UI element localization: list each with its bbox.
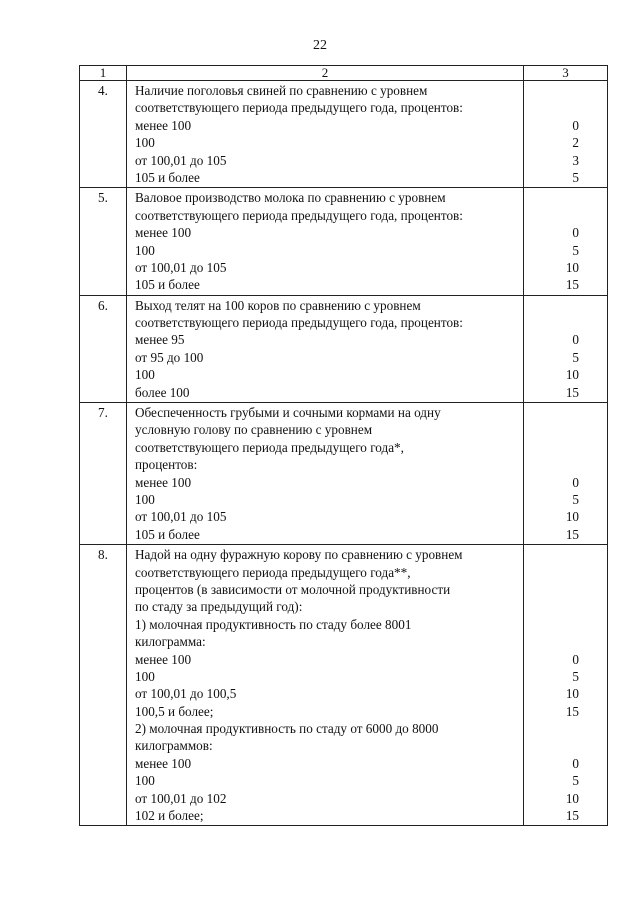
points-value: 5 <box>572 773 579 789</box>
points-value <box>524 546 579 563</box>
points-value <box>524 720 579 737</box>
indicator-line: килограммов: <box>135 738 213 754</box>
indicator-line: соответствующего периода предыдущего года, процентов: <box>135 315 463 331</box>
indicator-line: менее 95 <box>135 332 185 348</box>
points-value: 5 <box>572 169 579 185</box>
indicator-line: 100 <box>135 668 155 684</box>
points-value <box>524 297 579 314</box>
row-number: 6. <box>80 295 127 402</box>
table-row <box>80 295 608 402</box>
points-value: 10 <box>565 509 579 525</box>
column-header-number: 1 <box>80 66 127 81</box>
indicator-line: Надой на одну фуражную корову по сравнению с уровнем <box>135 547 463 563</box>
indicator-line: соответствующего периода предыдущего года, процентов: <box>135 100 463 116</box>
points-value: 10 <box>565 367 579 383</box>
indicator-line: от 100,01 до 100,5 <box>135 686 237 702</box>
table-row <box>80 81 608 188</box>
indicator-description <box>127 81 524 188</box>
indicator-line: Наличие поголовья свиней по сравнению с уровнем <box>135 83 428 98</box>
indicator-line: 105 и более <box>135 277 200 293</box>
indicator-line: менее 100 <box>135 474 192 490</box>
points-column <box>524 295 608 402</box>
points-value <box>524 616 579 633</box>
criteria-table <box>79 65 608 826</box>
indicator-line: 100 <box>135 773 155 789</box>
table-row <box>80 545 608 826</box>
indicator-line: от 100,01 до 105 <box>135 509 227 525</box>
points-value <box>524 189 579 206</box>
points-value: 5 <box>572 491 579 507</box>
indicator-line: от 100,01 до 105 <box>135 152 227 168</box>
indicator-line: от 100,01 до 102 <box>135 790 227 806</box>
points-value: 2 <box>572 135 579 151</box>
indicator-line: 100 <box>135 135 155 151</box>
points-value: 5 <box>572 668 579 684</box>
table-row <box>80 188 608 295</box>
indicator-line: процентов (в зависимости от молочной продуктивности <box>135 581 451 597</box>
points-value: 15 <box>565 703 579 719</box>
page-number: 22 <box>313 38 327 53</box>
indicator-line: Валовое производство молока по сравнению с уровнем <box>135 190 446 206</box>
indicator-line: 2) молочная продуктивность по стаду от 6000 до 8000 <box>135 721 439 737</box>
indicator-line: соответствующего периода предыдущего года**, <box>135 564 411 580</box>
points-column <box>524 545 608 826</box>
indicator-line: 1) молочная продуктивность по стаду более 8001 <box>135 616 412 632</box>
indicator-line: 100,5 и более; <box>135 703 214 719</box>
indicator-line: условную голову по сравнению с уровнем <box>135 422 373 438</box>
points-value: 0 <box>572 651 579 667</box>
indicator-description <box>127 188 524 295</box>
indicator-line: от 100,01 до 105 <box>135 259 227 275</box>
points-value: 10 <box>565 686 579 702</box>
points-value: 15 <box>565 526 579 542</box>
points-column <box>524 188 608 295</box>
indicator-description <box>127 295 524 402</box>
indicator-line: менее 100 <box>135 755 192 771</box>
indicator-line: менее 100 <box>135 651 192 667</box>
points-column <box>524 81 608 188</box>
points-value <box>524 564 579 581</box>
points-value: 0 <box>572 332 579 348</box>
points-value: 5 <box>572 349 579 365</box>
points-value <box>524 99 579 116</box>
points-value <box>524 404 579 421</box>
indicator-line: 100 <box>135 367 155 383</box>
points-value <box>524 421 579 438</box>
indicator-line: Обеспеченность грубыми и сочными кормами на одну <box>135 405 441 421</box>
indicator-description <box>127 545 524 826</box>
points-value <box>524 633 579 650</box>
indicator-line: соответствующего периода предыдущего года, процентов: <box>135 207 463 223</box>
row-number: 4. <box>80 81 127 188</box>
row-number: 7. <box>80 403 127 545</box>
indicator-line: 105 и более <box>135 526 200 542</box>
points-value <box>524 737 579 754</box>
table-header-row <box>80 66 608 81</box>
row-number: 8. <box>80 545 127 826</box>
points-value <box>524 439 579 456</box>
points-value <box>524 82 579 99</box>
points-value <box>524 456 579 473</box>
indicator-line: процентов: <box>135 457 198 473</box>
points-value: 0 <box>572 117 579 133</box>
indicator-line: 100 <box>135 491 155 507</box>
indicator-line: 105 и более <box>135 169 200 185</box>
row-number: 5. <box>80 188 127 295</box>
indicator-description <box>127 403 524 545</box>
points-value <box>524 207 579 224</box>
indicator-line: менее 100 <box>135 117 192 133</box>
indicator-line: соответствующего периода предыдущего года*, <box>135 439 404 455</box>
column-header-points: 3 <box>524 66 608 81</box>
points-value: 15 <box>565 277 579 293</box>
points-value <box>524 581 579 598</box>
points-value: 5 <box>572 242 579 258</box>
points-value: 0 <box>572 225 579 241</box>
indicator-line: по стаду за предыдущий год): <box>135 599 303 615</box>
indicator-line: 102 и более; <box>135 808 204 824</box>
points-value: 15 <box>565 384 579 400</box>
points-value <box>524 314 579 331</box>
points-value: 15 <box>565 808 579 824</box>
column-header-indicator: 2 <box>127 66 524 81</box>
indicator-line: 100 <box>135 242 155 258</box>
points-column <box>524 403 608 545</box>
indicator-line: более 100 <box>135 384 190 400</box>
points-value: 10 <box>565 790 579 806</box>
indicator-line: менее 100 <box>135 225 192 241</box>
points-value: 10 <box>565 259 579 275</box>
indicator-line: килограмма: <box>135 634 206 650</box>
table-row <box>80 403 608 545</box>
indicator-line: Выход телят на 100 коров по сравнению с уровнем <box>135 297 421 313</box>
points-value <box>524 598 579 615</box>
points-value: 3 <box>572 152 579 168</box>
indicator-line: от 95 до 100 <box>135 349 204 365</box>
points-value: 0 <box>572 474 579 490</box>
points-value: 0 <box>572 755 579 771</box>
